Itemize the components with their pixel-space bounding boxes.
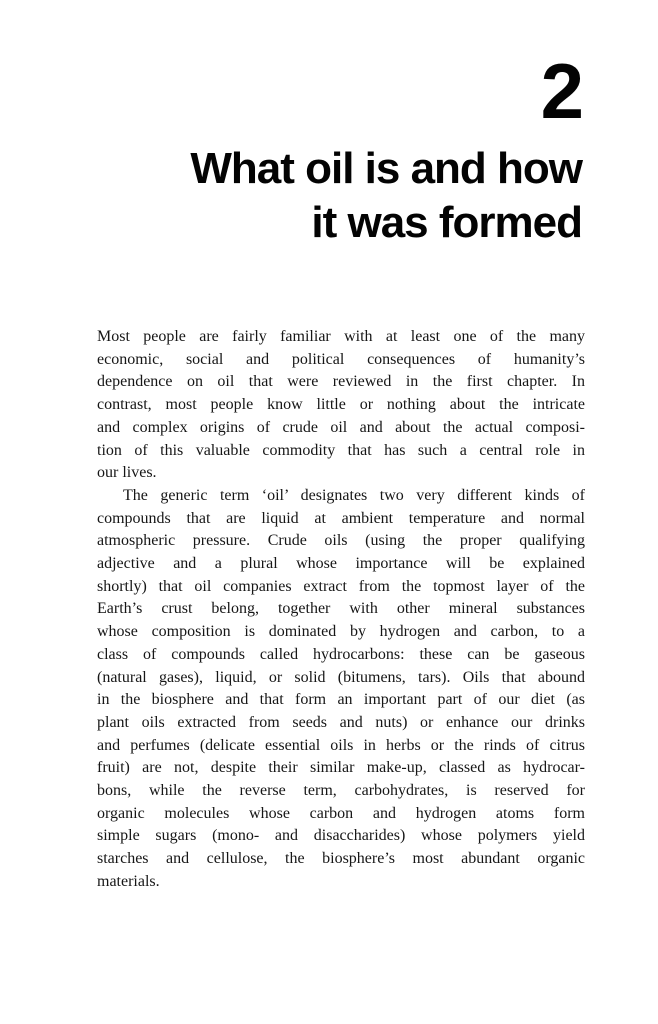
text-line: and complex origins of crude oil and about the actual composi- [97, 418, 585, 436]
text-line: contrast, most people know little or nothing about the intricate [97, 396, 585, 414]
text-line: shortly) that oil companies extract from the topmost layer of the [97, 577, 585, 595]
text-line: Earth’s crust belong, together with other mineral substances [97, 600, 585, 618]
chapter-number: 2 [540, 47, 582, 135]
text-line: our lives. [97, 464, 157, 482]
text-line: atmospheric pressure. Crude oils (using the proper qualifying [97, 532, 585, 550]
text-line: fruit) are not, despite their similar make-up, classed as hydrocar- [97, 759, 585, 777]
text-line: starches and cellulose, the biosphere’s most abundant organic [97, 850, 585, 868]
paragraph [97, 326, 585, 485]
text-line: whose composition is dominated by hydrogen and carbon, to a [97, 623, 585, 641]
text-line: dependence on oil that were reviewed in the first chapter. In [97, 373, 585, 391]
text-line: The generic term ‘oil’ designates two very different kinds of [123, 486, 585, 504]
text-line: compounds that are liquid at ambient temperature and normal [97, 509, 585, 527]
text-line: simple sugars (mono- and disaccharides) whose polymers yield [97, 827, 585, 845]
text-line: materials. [97, 872, 160, 890]
chapter-title-line-1: What oil is and how [190, 144, 582, 193]
chapter-title [60, 142, 582, 250]
chapter-title-line-2: it was formed [311, 198, 582, 247]
text-line: economic, social and political consequences of humanity’s [97, 350, 585, 368]
text-line: organic molecules whose carbon and hydrogen atoms form [97, 804, 585, 822]
text-line: plant oils extracted from seeds and nuts) or enhance our drinks [97, 713, 585, 731]
text-line: (natural gases), liquid, or solid (bitumens, tars). Oils that abound [97, 668, 585, 686]
text-line: Most people are fairly familiar with at least one of the many [97, 328, 585, 345]
paragraph [97, 485, 585, 894]
text-line: adjective and a plural whose importance will be explained [97, 555, 585, 573]
text-line: in the biosphere and that form an important part of our diet (as [97, 691, 585, 709]
text-line: class of compounds called hydrocarbons: these can be gaseous [97, 645, 585, 663]
text-line: and perfumes (delicate essential oils in herbs or the rinds of citrus [97, 736, 585, 754]
text-line: bons, while the reverse term, carbohydrates, is reserved for [97, 782, 585, 800]
text-line: tion of this valuable commodity that has such a central role in [97, 441, 585, 459]
body-text [97, 326, 585, 894]
